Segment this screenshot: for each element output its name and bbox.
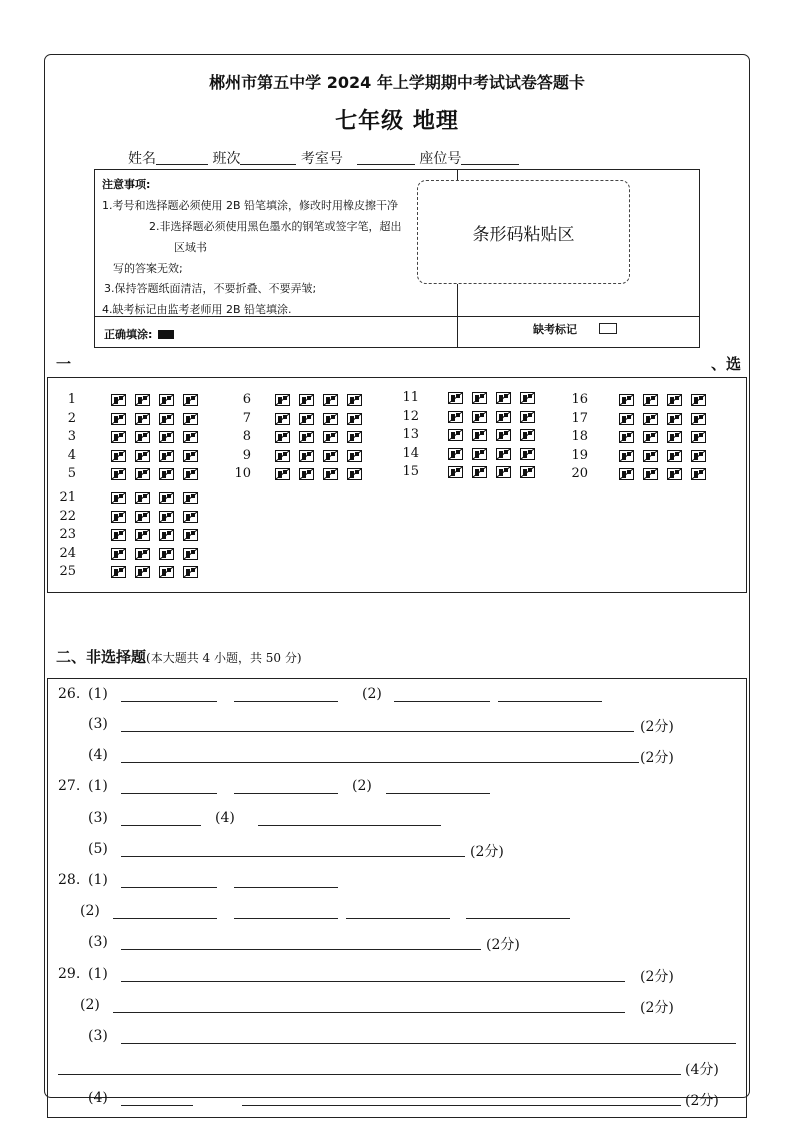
score-label: (2分) [470,844,504,860]
answer-line[interactable] [121,762,639,763]
option-bubble-c[interactable] [496,392,511,404]
option-bubble-b[interactable] [472,392,487,404]
student-info-row [128,148,519,168]
answer-line[interactable] [113,918,217,919]
option-bubble-d[interactable] [691,468,706,480]
section2-note: (本大题共 4 小题，共 50 分) [146,651,302,665]
answer-line[interactable] [121,731,634,732]
option-bubble-d[interactable] [347,468,362,480]
class-field[interactable] [240,150,296,165]
option-bubble-d[interactable] [183,450,198,462]
question-number: 26. [58,686,81,702]
option-bubble-b[interactable] [299,450,314,462]
answer-line[interactable] [234,887,338,888]
room-field[interactable] [357,150,415,165]
option-bubble-a[interactable] [619,468,634,480]
question-number: 3 [67,429,76,444]
score-label: (4分) [685,1062,719,1078]
absent-checkbox[interactable] [599,323,617,334]
answer-line[interactable] [234,701,338,702]
option-bubble-d[interactable] [520,429,535,441]
option-bubble-b[interactable] [472,448,487,460]
option-bubble-a[interactable] [448,411,463,423]
option-bubble-a[interactable] [619,413,634,425]
option-bubble-d[interactable] [520,448,535,460]
option-row [275,468,362,480]
score-label: (2分) [640,969,674,985]
option-bubble-b[interactable] [135,394,150,406]
option-row [275,394,362,406]
question-number: 9 [242,447,251,463]
option-row [619,394,706,406]
answer-line[interactable] [121,1043,736,1044]
answer-box [47,678,747,1118]
option-bubble-c[interactable] [667,394,682,406]
question-number: 29. [58,966,81,982]
question-number: 1 [67,392,76,407]
part-label: (5) [88,841,108,857]
option-bubble-d[interactable] [691,450,706,462]
option-bubble-a[interactable] [111,548,126,560]
option-bubble-b[interactable] [643,431,658,443]
option-bubble-a[interactable] [275,450,290,462]
option-bubble-d[interactable] [183,413,198,425]
answer-line[interactable] [394,701,490,702]
answer-line[interactable] [121,825,201,826]
option-bubble-b[interactable] [135,566,150,578]
option-bubble-b[interactable] [135,548,150,560]
score-label: (2分) [640,750,674,766]
option-row [111,394,198,406]
part-label: (4) [215,810,235,826]
option-bubble-a[interactable] [619,450,634,462]
option-bubble-b[interactable] [643,468,658,480]
question-number: 15 [402,464,419,479]
answer-line[interactable] [386,793,490,794]
question-number: 16 [571,392,588,407]
option-bubble-b[interactable] [472,429,487,441]
option-bubble-d[interactable] [183,468,198,480]
part-label: (2) [80,903,100,919]
option-bubble-a[interactable] [448,466,463,478]
option-row [619,450,706,462]
notes-heading: 注意事项: [102,178,151,191]
option-bubble-a[interactable] [111,492,126,504]
option-bubble-b[interactable] [299,413,314,425]
option-bubble-b[interactable] [135,529,150,541]
option-bubble-d[interactable] [520,411,535,423]
note-item: 4.缺考标记由监考老师用 2B 铅笔填涂. [102,303,292,316]
option-bubble-c[interactable] [159,492,174,504]
option-bubble-c[interactable] [496,466,511,478]
question-number: 21 [59,490,76,505]
option-bubble-d[interactable] [183,492,198,504]
part-label: (2) [80,997,100,1013]
score-label: (2分) [640,719,674,735]
barcode-area [417,180,630,284]
option-bubble-c[interactable] [667,431,682,443]
option-bubble-c[interactable] [323,468,338,480]
correct-fill-sample [104,326,174,342]
option-bubble-d[interactable] [347,413,362,425]
option-bubble-d[interactable] [183,394,198,406]
answer-line[interactable] [113,1012,625,1013]
option-row [111,413,198,425]
option-bubble-b[interactable] [135,492,150,504]
option-bubble-b[interactable] [299,394,314,406]
option-bubble-c[interactable] [667,450,682,462]
option-row [111,566,198,578]
seat-label: 座位号 [419,151,462,167]
option-bubble-a[interactable] [275,431,290,443]
score-label: (2分) [486,937,520,953]
option-bubble-d[interactable] [520,466,535,478]
answer-line[interactable] [121,1105,193,1106]
option-row [448,466,535,478]
option-row [448,392,535,404]
answer-line[interactable] [234,918,338,919]
answer-line[interactable] [242,1105,681,1106]
option-bubble-b[interactable] [135,413,150,425]
option-bubble-b[interactable] [643,394,658,406]
option-bubble-a[interactable] [448,448,463,460]
note-item: 2.非选择题必须使用黑色墨水的钢笔或签字笔，超出 [149,220,402,233]
question-number: 13 [402,427,419,442]
section1-label: 一 [56,355,72,373]
option-bubble-b[interactable] [135,450,150,462]
part-label: (1) [88,686,108,702]
option-bubble-c[interactable] [323,431,338,443]
answer-line[interactable] [234,793,338,794]
question-number: 4 [67,447,76,463]
question-number: 8 [242,429,251,444]
option-bubble-d[interactable] [347,450,362,462]
option-bubble-c[interactable] [323,450,338,462]
option-bubble-d[interactable] [691,431,706,443]
question-number: 14 [402,445,419,461]
question-number: 5 [67,466,76,481]
question-number: 7 [242,410,251,426]
option-bubble-b[interactable] [472,411,487,423]
option-bubble-d[interactable] [183,511,198,523]
option-row [448,411,535,423]
option-bubble-c[interactable] [159,431,174,443]
option-bubble-c[interactable] [159,548,174,560]
option-bubble-a[interactable] [448,392,463,404]
part-label: (3) [88,934,108,950]
part-label: (1) [88,778,108,794]
option-bubble-d[interactable] [520,392,535,404]
option-row [111,450,198,462]
question-number: 19 [571,447,588,463]
absent-mark-area [533,321,617,337]
section2-title: 二、非选择题 [56,648,147,666]
filled-mark-sample [158,330,174,339]
option-row [448,448,535,460]
note-item: 3.保持答题纸面清洁，不要折叠、不要弄皱; [104,282,317,295]
score-label: (2分) [685,1093,719,1109]
answer-line[interactable] [121,887,217,888]
option-bubble-b[interactable] [299,468,314,480]
option-bubble-a[interactable] [111,566,126,578]
part-label: (4) [88,747,108,763]
option-bubble-d[interactable] [183,548,198,560]
option-bubble-a[interactable] [111,511,126,523]
name-label: 姓名 [128,151,156,167]
question-number: 23 [59,527,76,542]
option-bubble-c[interactable] [159,529,174,541]
option-bubble-c[interactable] [323,394,338,406]
option-bubble-a[interactable] [111,394,126,406]
option-bubble-d[interactable] [691,394,706,406]
answer-line[interactable] [121,793,217,794]
question-number: 22 [59,508,76,524]
option-bubble-b[interactable] [299,431,314,443]
option-bubble-b[interactable] [643,450,658,462]
option-row [448,429,535,441]
option-bubble-c[interactable] [159,394,174,406]
option-bubble-c[interactable] [323,413,338,425]
answer-line[interactable] [121,701,217,702]
question-number: 24 [59,545,76,561]
option-bubble-a[interactable] [111,431,126,443]
option-bubble-a[interactable] [111,468,126,480]
absent-label: 缺考标记 [533,323,577,336]
option-bubble-a[interactable] [619,394,634,406]
option-bubble-d[interactable] [347,431,362,443]
question-number: 28. [58,872,81,888]
question-number: 12 [402,408,419,424]
option-bubble-c[interactable] [159,566,174,578]
note-item: 写的答案无效; [113,262,183,275]
option-row [111,511,198,523]
option-row [111,431,198,443]
option-bubble-d[interactable] [183,431,198,443]
answer-line[interactable] [498,701,602,702]
option-bubble-c[interactable] [496,448,511,460]
answer-line[interactable] [121,949,481,950]
page-subtitle: 七年级 地理 [335,108,459,134]
question-number: 18 [571,429,588,444]
answer-line[interactable] [258,825,441,826]
section2-heading [56,646,302,667]
option-bubble-d[interactable] [691,413,706,425]
score-label: (2分) [640,1000,674,1016]
barcode-label: 条形码粘贴区 [472,224,575,245]
option-bubble-c[interactable] [159,468,174,480]
option-bubble-b[interactable] [135,511,150,523]
answer-line[interactable] [121,856,465,857]
seat-field[interactable] [461,150,519,165]
option-bubble-b[interactable] [135,431,150,443]
question-number: 10 [234,466,251,481]
option-bubble-b[interactable] [472,466,487,478]
option-row [275,450,362,462]
option-row [111,548,198,560]
option-row [275,431,362,443]
option-row [275,413,362,425]
option-bubble-a[interactable] [448,429,463,441]
option-row [111,529,198,541]
page-title: 郴州市第五中学 2024 年上学期期中考试试卷答题卡 [209,73,585,92]
option-bubble-a[interactable] [111,450,126,462]
option-row [619,431,706,443]
answer-line[interactable] [121,981,625,982]
part-label: (2) [352,778,372,794]
option-bubble-d[interactable] [183,529,198,541]
answer-line[interactable] [466,918,570,919]
option-bubble-d[interactable] [347,394,362,406]
option-row [619,413,706,425]
option-bubble-c[interactable] [159,450,174,462]
option-bubble-c[interactable] [496,429,511,441]
question-number: 17 [571,410,588,426]
question-number: 25 [59,564,76,579]
part-label: (3) [88,810,108,826]
room-label: 考室号 [300,151,343,167]
note-item: 1.考号和选择题必须使用 2B 铅笔填涂，修改时用橡皮擦干净 [102,199,399,212]
option-bubble-c[interactable] [159,511,174,523]
option-bubble-c[interactable] [496,411,511,423]
multiple-choice-box [47,377,747,593]
class-label: 班次 [212,151,241,167]
correct-fill-label: 正确填涂: [104,328,153,341]
option-bubble-d[interactable] [183,566,198,578]
part-label: (1) [88,966,108,982]
option-bubble-a[interactable] [111,413,126,425]
option-row [619,468,706,480]
section1-label-right: 、选 [711,355,742,373]
option-row [111,492,198,504]
part-label: (2) [362,686,382,702]
option-row [111,468,198,480]
note-item: 区域书 [174,241,207,254]
part-label: (3) [88,1028,108,1044]
part-label: (3) [88,716,108,732]
question-number: 27. [58,778,81,794]
answer-line[interactable] [346,918,450,919]
option-bubble-a[interactable] [111,529,126,541]
question-number: 11 [402,390,419,405]
question-number: 2 [67,410,76,426]
option-bubble-a[interactable] [275,413,290,425]
option-bubble-c[interactable] [159,413,174,425]
option-bubble-a[interactable] [619,431,634,443]
question-number: 20 [571,466,588,481]
option-bubble-c[interactable] [667,413,682,425]
option-bubble-a[interactable] [275,394,290,406]
part-label: (4) [88,1090,108,1106]
option-bubble-b[interactable] [135,468,150,480]
part-label: (1) [88,872,108,888]
name-field[interactable] [156,150,208,165]
answer-line[interactable] [58,1074,681,1075]
option-bubble-c[interactable] [667,468,682,480]
option-bubble-a[interactable] [275,468,290,480]
question-number: 6 [242,392,251,407]
option-bubble-b[interactable] [643,413,658,425]
